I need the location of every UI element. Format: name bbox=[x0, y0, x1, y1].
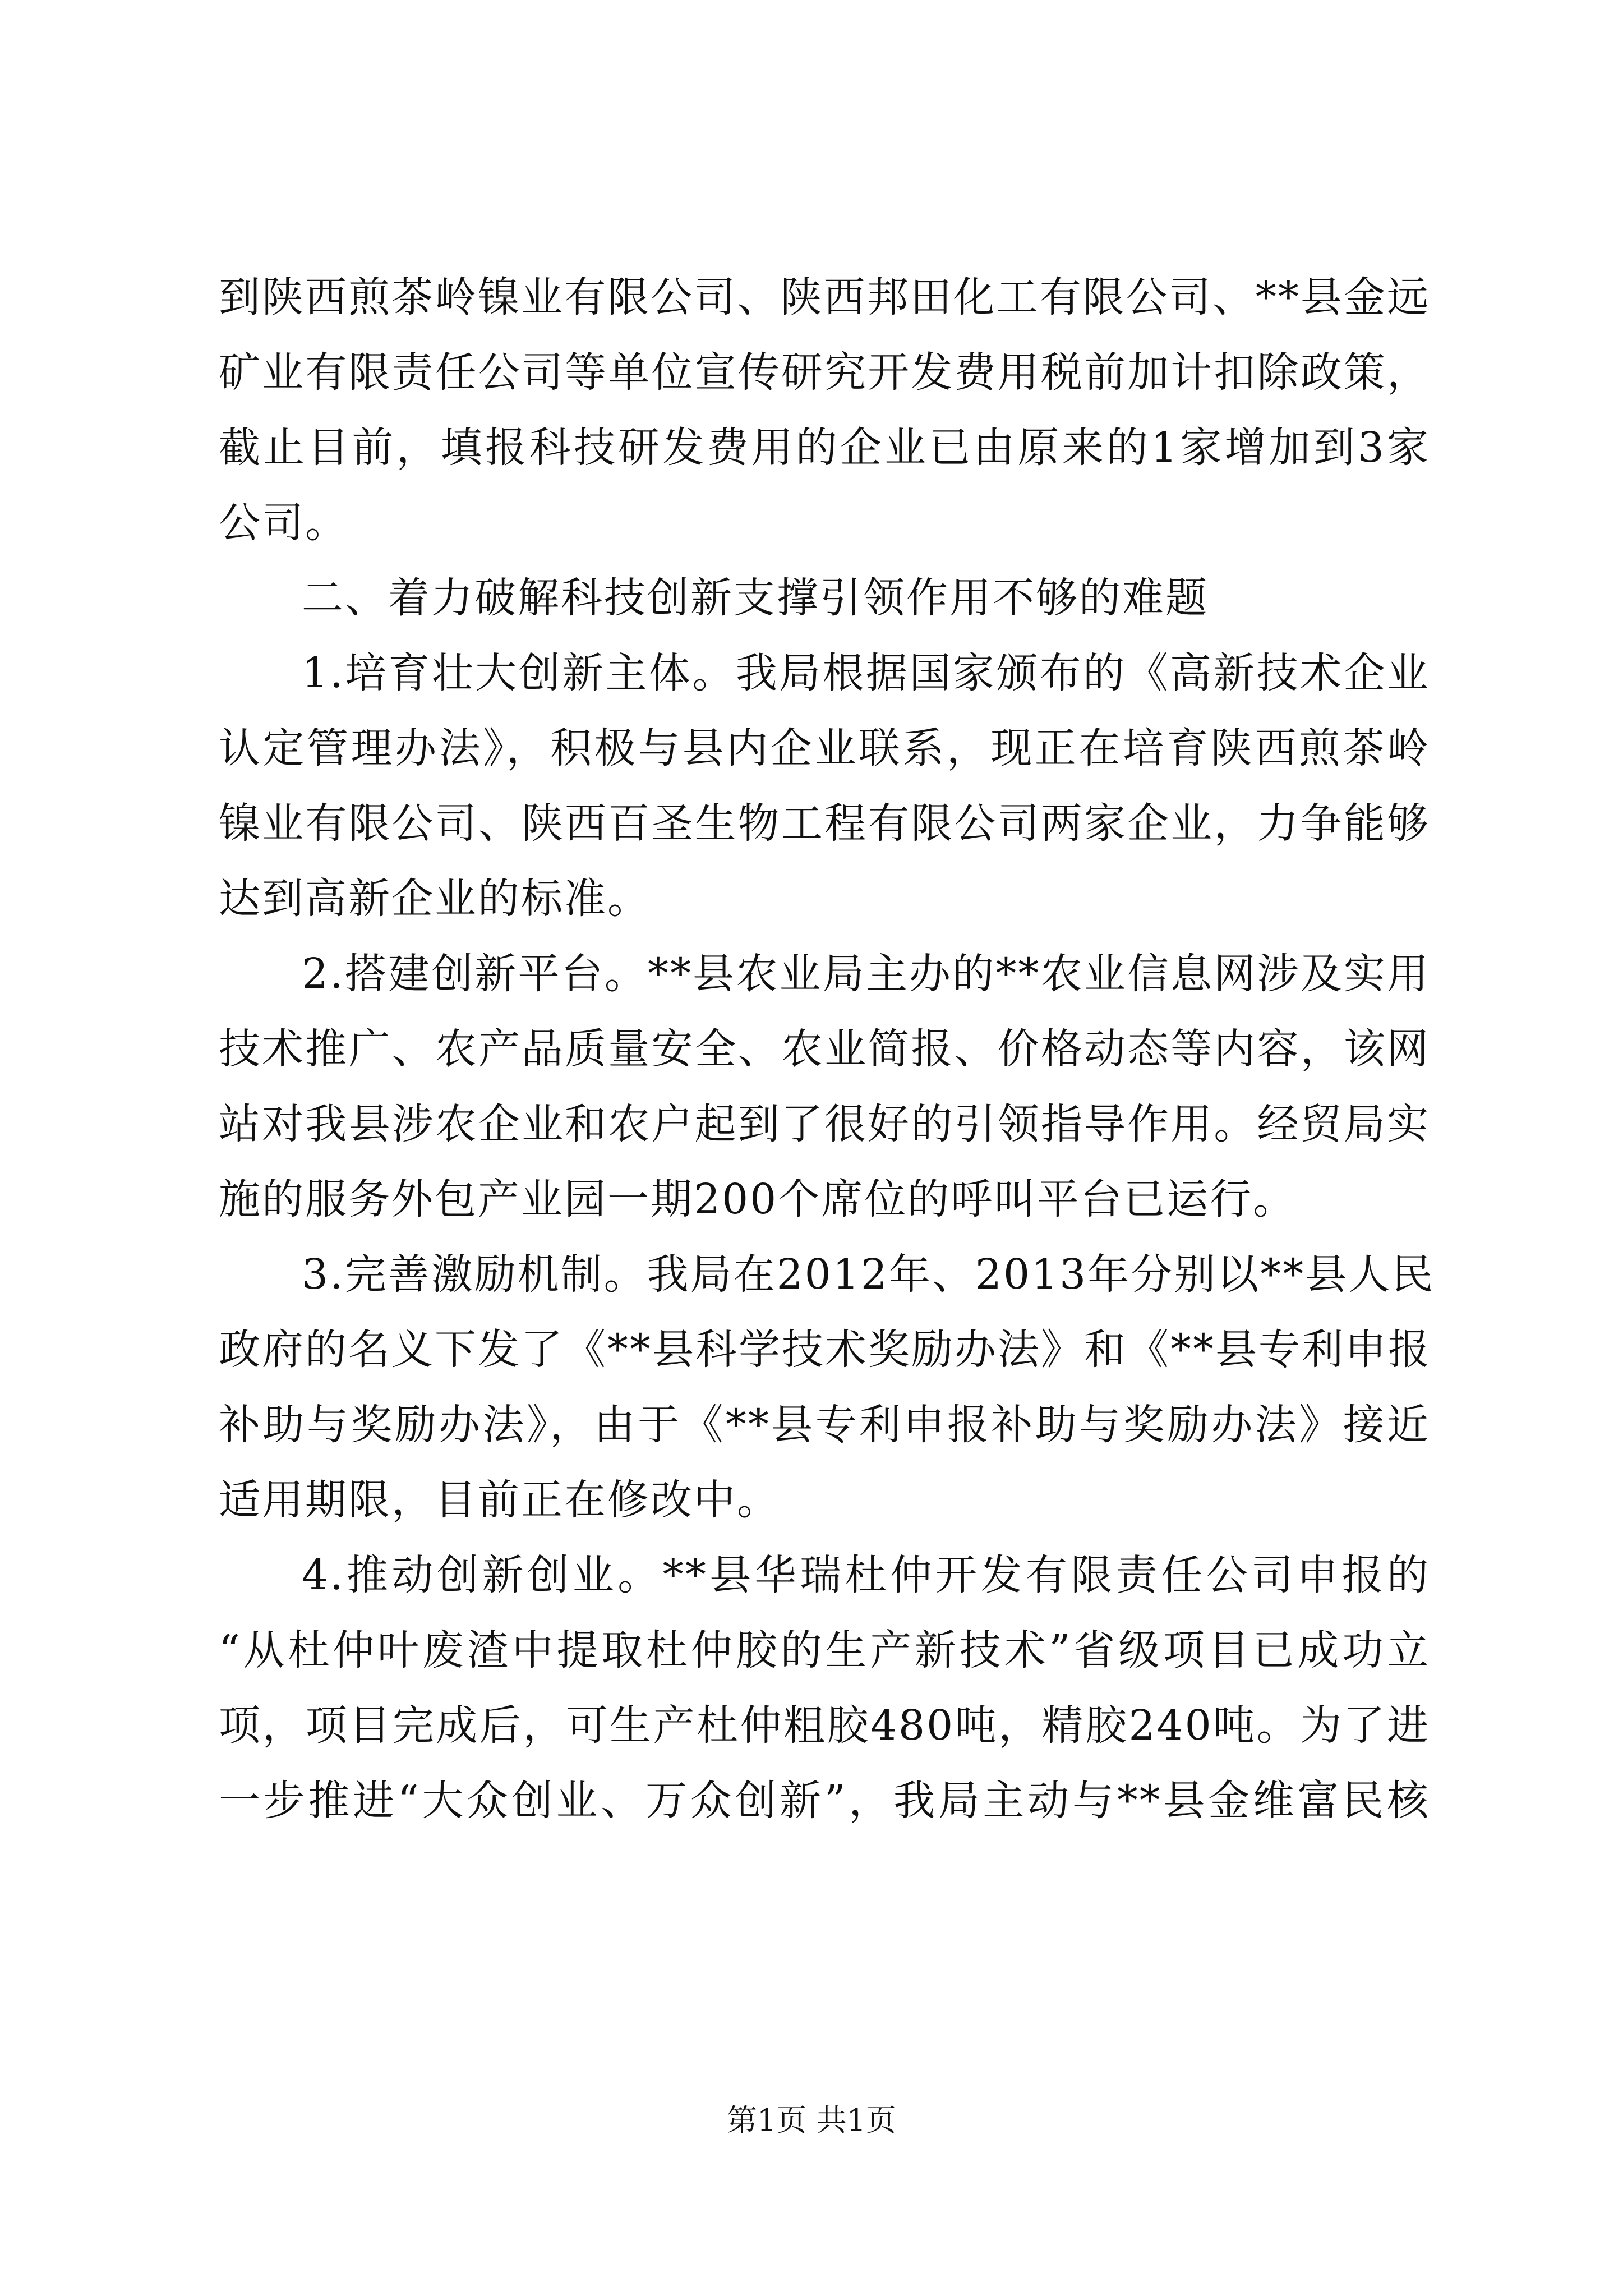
text-line: 适用期限，目前正在修改中。 bbox=[219, 1476, 780, 1524]
text-line: 镍业有限公司、陕西百圣生物工程有限公司两家企业，力争能够 bbox=[219, 799, 1430, 848]
text-line: 达到高新企业的标准。 bbox=[219, 875, 651, 923]
text-line: 补助与奖励办法》，由于《**县专利申报补助与奖励办法》接近 bbox=[219, 1401, 1430, 1449]
text-line: 认定管理办法》，积极与县内企业联系，现正在培育陕西煎茶岭 bbox=[219, 724, 1430, 772]
text-line: “从杜仲叶废渣中提取杜仲胶的生产新技术”省级项目已成功立 bbox=[219, 1626, 1430, 1674]
text-line: 站对我县涉农企业和农户起到了很好的引领指导作用。经贸局实 bbox=[219, 1100, 1430, 1148]
page-number-footer: 第1页 共1页 bbox=[727, 2102, 896, 2138]
section-heading: 二、着力破解科技创新支撑引领作用不够的难题 bbox=[302, 574, 1209, 622]
text-line: 一步推进“大众创业、万众创新”，我局主动与**县金维富民核 bbox=[219, 1777, 1430, 1825]
text-line: 政府的名义下发了《**县科学技术奖励办法》和《**县专利申报 bbox=[219, 1326, 1431, 1374]
text-line: 技术推广、农产品质量安全、农业简报、价格动态等内容，该网 bbox=[219, 1025, 1430, 1073]
text-line: 3.完善激励机制。我局在2012年、2013年分别以**县人民 bbox=[302, 1250, 1435, 1299]
text-line: 4.推动创新创业。**县华瑞杜仲开发有限责任公司申报的 bbox=[302, 1551, 1430, 1599]
text-line: 1.培育壮大创新主体。我局根据国家颁布的《高新技术企业 bbox=[302, 649, 1430, 697]
text-line: 到陕西煎茶岭镍业有限公司、陕西邦田化工有限公司、**县金远 bbox=[219, 273, 1430, 321]
text-line: 施的服务外包产业园一期200个席位的呼叫平台已运行。 bbox=[219, 1175, 1297, 1223]
text-line: 项，项目完成后，可生产杜仲粗胶480吨，精胶240吨。为了进 bbox=[219, 1701, 1430, 1750]
text-line: 2.搭建创新平台。**县农业局主办的**农业信息网涉及实用 bbox=[302, 950, 1430, 998]
text-line: 公司。 bbox=[219, 499, 348, 547]
text-line: 截止目前，填报科技研发费用的企业已由原来的1家增加到3家 bbox=[219, 424, 1430, 472]
text-line: 矿业有限责任公司等单位宣传研究开发费用税前加计扣除政策， bbox=[219, 348, 1430, 397]
